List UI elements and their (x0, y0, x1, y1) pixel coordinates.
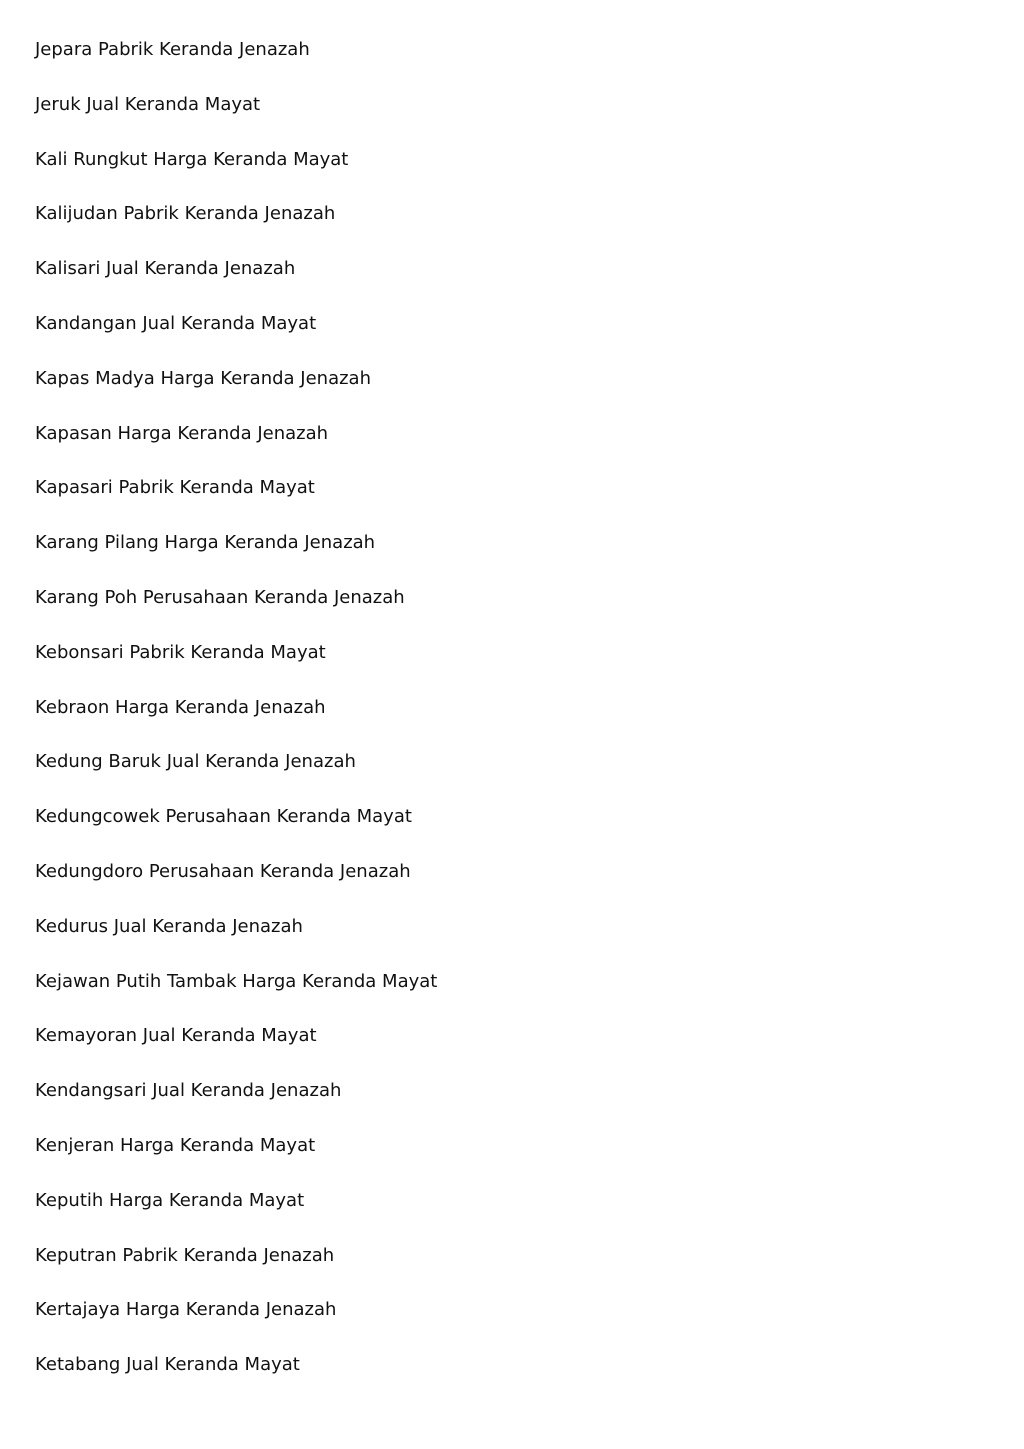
list-item: Kalijudan Pabrik Keranda Jenazah (35, 203, 336, 225)
list-item: Ketabang Jual Keranda Mayat (35, 1354, 300, 1376)
list-item: Kalisari Jual Keranda Jenazah (35, 258, 296, 280)
list-item: Kebonsari Pabrik Keranda Mayat (35, 641, 326, 663)
list-item: Kapas Madya Harga Keranda Jenazah (35, 367, 371, 389)
list-item: Kandangan Jual Keranda Mayat (35, 312, 317, 334)
list-item: Kali Rungkut Harga Keranda Mayat (35, 148, 349, 170)
location-list (35, 36, 437, 1406)
list-item: Kemayoran Jual Keranda Mayat (35, 1025, 317, 1047)
list-item: Kenjeran Harga Keranda Mayat (35, 1134, 316, 1156)
list-item: Kedung Baruk Jual Keranda Jenazah (35, 751, 356, 773)
list-item: Keputih Harga Keranda Mayat (35, 1189, 305, 1211)
list-item: Kendangsari Jual Keranda Jenazah (35, 1080, 342, 1102)
list-item: Kedungdoro Perusahaan Keranda Jenazah (35, 860, 411, 882)
list-item: Jepara Pabrik Keranda Jenazah (35, 39, 310, 60)
list-item: Karang Pilang Harga Keranda Jenazah (35, 532, 376, 554)
list-item: Kapasan Harga Keranda Jenazah (35, 422, 329, 444)
list-item: Jeruk Jual Keranda Mayat (35, 93, 261, 115)
list-item: Keputran Pabrik Keranda Jenazah (35, 1244, 335, 1266)
list-item: Kejawan Putih Tambak Harga Keranda Mayat (35, 970, 438, 992)
list-item: Kedungcowek Perusahaan Keranda Mayat (35, 806, 412, 828)
list-item: Karang Poh Perusahaan Keranda Jenazah (35, 586, 405, 608)
list-item: Kapasari Pabrik Keranda Mayat (35, 477, 315, 499)
list-item: Kertajaya Harga Keranda Jenazah (35, 1299, 337, 1321)
list-item: Kebraon Harga Keranda Jenazah (35, 696, 326, 718)
list-item: Kedurus Jual Keranda Jenazah (35, 915, 303, 937)
